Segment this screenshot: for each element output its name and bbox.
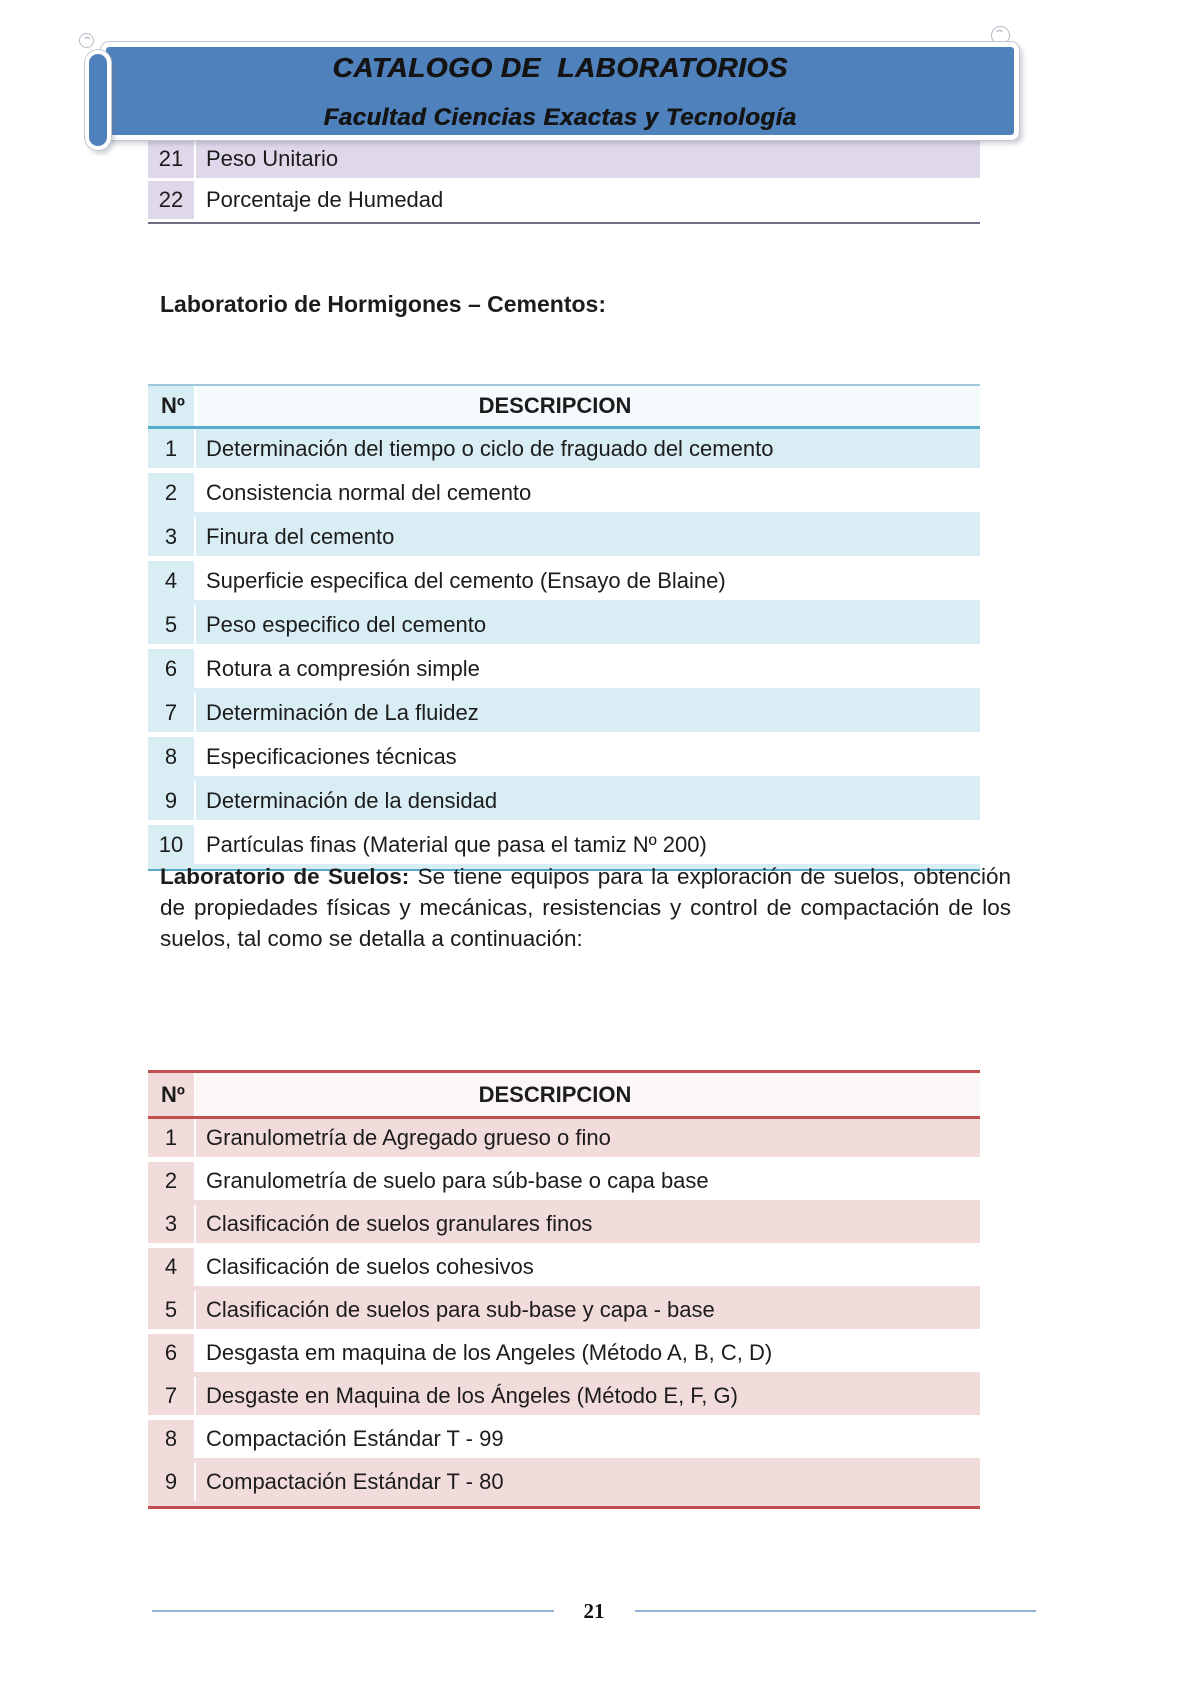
document-title: CATALOGO DE LABORATORIOS (332, 52, 788, 83)
row-description: Determinación de la densidad (206, 787, 498, 813)
soils-table (148, 1070, 980, 1509)
row-number: 2 (148, 1162, 196, 1200)
table-row (148, 1205, 980, 1248)
row-number: 6 (148, 649, 196, 688)
row-description: Clasificación de suelos granulares finos (206, 1211, 593, 1236)
cements-table (148, 384, 980, 871)
row-description: Porcentaje de Humedad (206, 187, 444, 212)
row-description: Partículas finas (Material que pasa el tamiz Nº 200) (206, 831, 707, 857)
row-description: Determinación del tiempo o ciclo de fraguado del cemento (206, 435, 774, 461)
table-row (148, 1377, 980, 1420)
table-row (148, 1162, 980, 1205)
soils-intro-paragraph (160, 861, 1011, 954)
row-number: 2 (148, 473, 196, 512)
table-row (148, 1420, 980, 1463)
table-row (148, 140, 980, 181)
table-row (148, 1463, 980, 1506)
aggregates-table-continued (148, 137, 980, 224)
table-row (148, 649, 980, 693)
row-description: Rotura a compresión simple (206, 655, 480, 681)
row-number: 9 (148, 1463, 196, 1501)
row-description: Peso especifico del cemento (206, 611, 487, 637)
row-number: 6 (148, 1334, 196, 1372)
page-number: 21 (583, 1598, 605, 1623)
row-number: 4 (148, 1248, 196, 1286)
table-row (148, 1291, 980, 1334)
table-header-row (148, 1073, 980, 1116)
row-number: 5 (148, 605, 196, 644)
soils-intro-lead: Laboratorio de Suelos: (160, 864, 410, 889)
row-number: 5 (148, 1291, 196, 1329)
table-row (148, 605, 980, 649)
section-heading-cements: Laboratorio de Hormigones – Cementos: (160, 291, 607, 317)
table-row (148, 181, 980, 222)
row-number: 1 (148, 1119, 196, 1157)
table-row (148, 561, 980, 605)
row-description: Clasificación de suelos cohesivos (206, 1254, 534, 1279)
footer-rule-left (152, 1610, 554, 1612)
row-description: Consistencia normal del cemento (206, 479, 532, 505)
table-row (148, 1334, 980, 1377)
row-description: Determinación de La fluidez (206, 699, 479, 725)
row-description: Granulometría de Agregado grueso o fino (206, 1125, 611, 1150)
column-header-description: DESCRIPCION (196, 1073, 980, 1116)
row-number: 22 (148, 181, 196, 219)
table-row (148, 429, 980, 473)
row-description: Superficie especifica del cemento (Ensayo de Blaine) (206, 567, 726, 593)
footer-rule-right (635, 1610, 1037, 1612)
column-header-number: Nº (148, 386, 196, 426)
table-row (148, 517, 980, 561)
row-number: 1 (148, 429, 196, 468)
row-description: Finura del cemento (206, 523, 395, 549)
row-number: 21 (148, 140, 196, 178)
banner-corner-circle-icon (80, 34, 93, 47)
table-header-row (148, 386, 980, 426)
footer (152, 1598, 1036, 1624)
table-row (148, 737, 980, 781)
row-description: Compactación Estándar T - 80 (206, 1469, 504, 1494)
row-number: 10 (148, 825, 196, 864)
table-row (148, 781, 980, 825)
row-number: 7 (148, 693, 196, 732)
row-description: Especificaciones técnicas (206, 743, 457, 769)
row-number: 8 (148, 1420, 196, 1458)
row-number: 3 (148, 517, 196, 556)
banner-box (101, 42, 1019, 140)
table-row (148, 1248, 980, 1291)
row-number: 8 (148, 737, 196, 776)
row-description: Granulometría de suelo para súb-base o capa base (206, 1168, 709, 1193)
table-row (148, 1119, 980, 1162)
table-row (148, 693, 980, 737)
row-description: Compactación Estándar T - 99 (206, 1426, 504, 1451)
table-row (148, 473, 980, 517)
row-description: Desgasta em maquina de los Angeles (Método A, B, C, D) (206, 1340, 773, 1365)
row-number: 4 (148, 561, 196, 600)
row-description: Peso Unitario (206, 146, 339, 171)
row-number: 3 (148, 1205, 196, 1243)
row-description: Desgaste en Maquina de los Ángeles (Método E, F, G) (206, 1383, 738, 1408)
column-header-description: DESCRIPCION (196, 386, 980, 426)
document-subtitle: Facultad Ciencias Exactas y Tecnología (323, 104, 797, 131)
row-description: Clasificación de suelos para sub-base y capa - base (206, 1297, 715, 1322)
banner-scroll-decoration (85, 50, 111, 150)
column-header-number: Nº (148, 1073, 196, 1116)
row-number: 9 (148, 781, 196, 820)
row-number: 7 (148, 1377, 196, 1415)
soils-intro-text: Se tiene equipos para la exploración de suelos, obtención de propiedades físicas y mecánicas, resistencias y control de compactación de los suelos, tal como se detalla a continuación: (160, 864, 1012, 951)
